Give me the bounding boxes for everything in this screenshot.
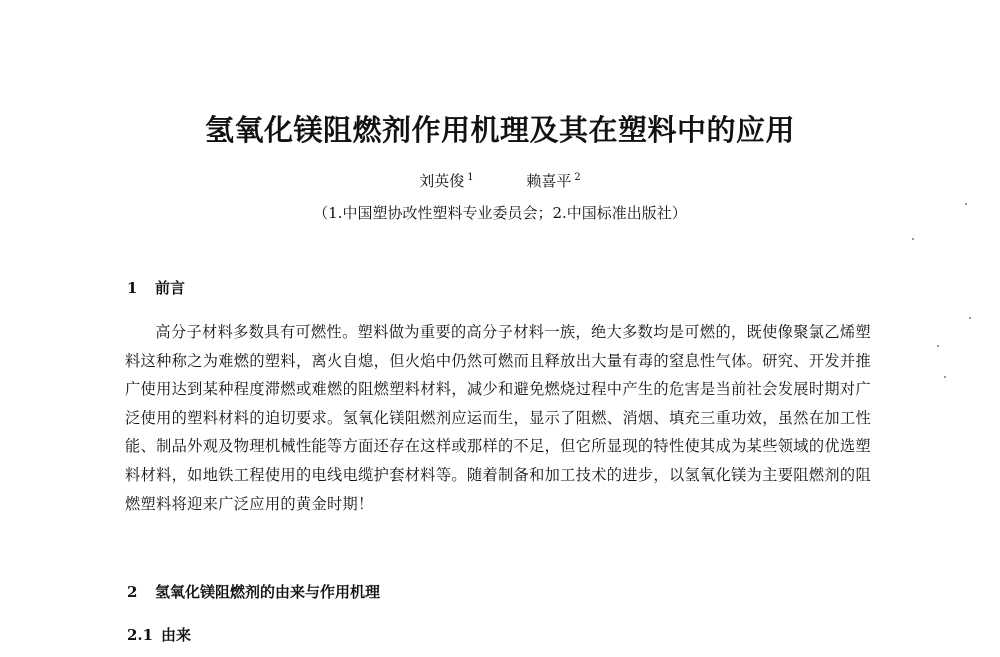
scan-speck — [912, 238, 914, 240]
section-heading-1 — [127, 277, 185, 298]
scan-speck — [965, 203, 967, 205]
intro-paragraph: 高分子材料多数具有可燃性。塑料做为重要的高分子材料一族，绝大多数均是可燃的，既使像聚氯乙烯塑料这种称之为难燃的塑料，离火自熄，但火焰中仍然可燃而且释放出大量有毒的窒息性气体。研究、开发并推广使用达到某种程度滞燃或难燃的阻燃塑料材料，减少和避免燃烧过程中产生的危害是当前社会发展时期对广泛使用的塑料材料的迫切要求。氢氧化镁阻燃剂应运而生，显示了阻燃、消烟、填充三重功效，虽然在加工性能、制品外观及物理机械性能等方面还存在这样或那样的不足，但它所显现的特性使其成为某些领域的优选塑料材料，如地铁工程使用的电线电缆护套材料等。随着制备和加工技术的进步，以氢氧化镁为主要阻燃剂的阻燃塑料将迎来广泛应用的黄金时期！ — [125, 323, 871, 513]
section-title: 氢氧化镁阻燃剂的由来与作用机理 — [155, 583, 381, 601]
section-number: 2 — [127, 583, 138, 601]
paper-title: 氢氧化镁阻燃剂作用机理及其在塑料中的应用 — [204, 113, 795, 147]
author-name: 赖喜平 — [526, 172, 572, 190]
author-line — [0, 170, 1000, 191]
subsection-heading-2-1 — [127, 624, 191, 645]
scan-speck — [969, 317, 971, 319]
author-name: 刘英俊 — [419, 172, 465, 190]
section-number: 1 — [127, 279, 138, 297]
scan-speck — [944, 376, 946, 378]
scan-speck — [937, 345, 939, 347]
author-affiliation-mark: 2 — [574, 172, 581, 183]
author-2 — [526, 170, 580, 191]
section-number: 2.1 — [127, 626, 154, 644]
section-title: 前言 — [155, 279, 186, 297]
affiliation-line: （1.中国塑协改性塑料专业委员会；2.中国标准出版社） — [313, 204, 687, 222]
section-heading-2 — [127, 581, 380, 602]
author-affiliation-mark: 1 — [467, 172, 474, 183]
section-title: 由来 — [161, 626, 192, 644]
author-1 — [419, 170, 473, 191]
